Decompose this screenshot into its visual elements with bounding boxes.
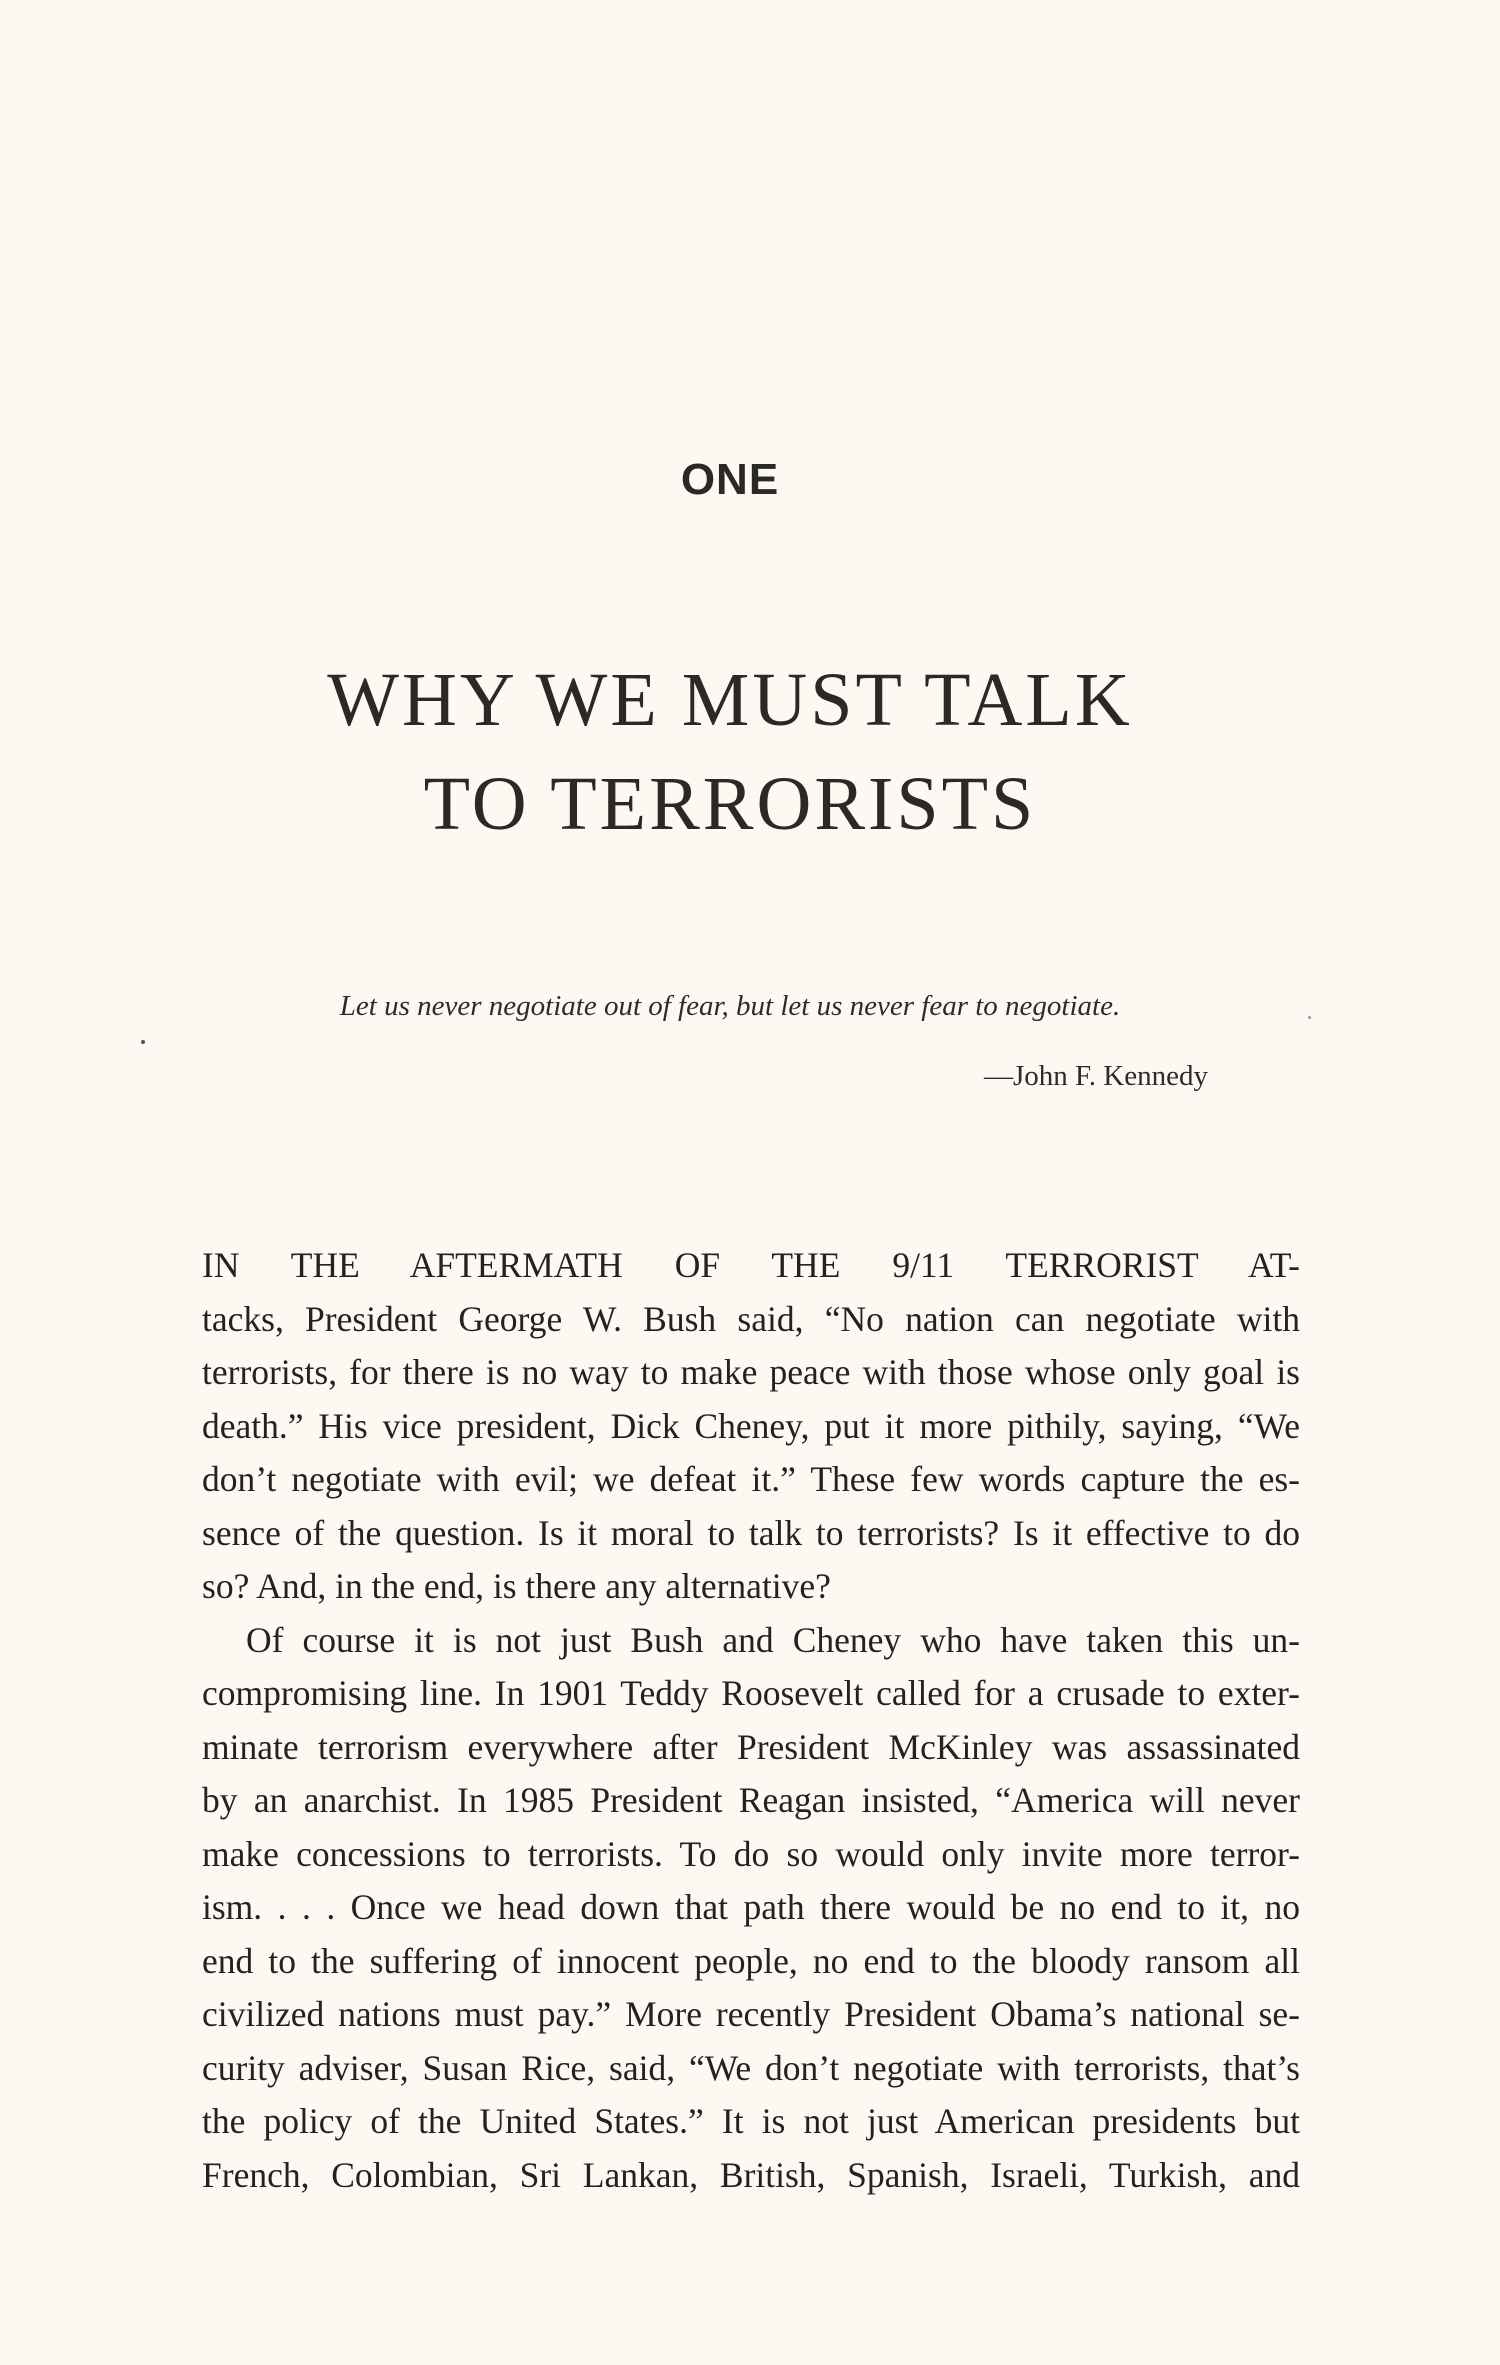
text-line: compromising line. In 1901 Teddy Roosevelt called for a crusade to exter- (202, 1673, 1300, 1713)
text-line: make concessions to terrorists. To do so would only invite more terror- (202, 1833, 1300, 1874)
text-line: terrorists, for there is no way to make peace with those whose only goal is (202, 1352, 1300, 1392)
text-line: sence of the question. Is it moral to talk to terrorists? Is it effective to do (202, 1512, 1300, 1553)
text-line: French, Colombian, Sri Lankan, British, Spanish, Israeli, Turkish, and (202, 2154, 1300, 2195)
scan-speck (141, 1040, 145, 1044)
body-text (202, 1239, 1300, 2202)
text-line: the policy of the United States.” It is not just American presidents but (202, 2101, 1300, 2141)
paragraph-2 (202, 1614, 1300, 2203)
chapter-title-line-1: WHY WE MUST TALK (327, 658, 1133, 742)
text-line: end to the suffering of innocent people, no end to the bloody ransom all (202, 1940, 1300, 1981)
chapter-title (0, 648, 1460, 856)
paragraph-1 (202, 1239, 1300, 1614)
text-line: Of course it is not just Bush and Cheney who have taken this un- (246, 1619, 1300, 1660)
text-line: by an anarchist. In 1985 President Reagan insisted, “America will never (202, 1780, 1300, 1820)
text-line: civilized nations must pay.” More recently President Obama’s national se- (202, 1994, 1300, 2034)
text-line: so? And, in the end, is there any alternative? (202, 1566, 831, 1606)
chapter-number: ONE (680, 455, 780, 504)
scan-speck (1308, 1016, 1311, 1019)
text-line: death.” His vice president, Dick Cheney, put it more pithily, saying, “We (202, 1405, 1300, 1446)
chapter-title-line-2: TO TERRORISTS (423, 762, 1037, 846)
text-line: IN THE AFTERMATH OF THE 9/11 TERRORIST AT- (202, 1245, 1300, 1285)
epigraph-attribution: —John F. Kennedy (983, 1060, 1208, 1092)
text-line: tacks, President George W. Bush said, “No nation can negotiate with (202, 1298, 1300, 1339)
text-line: minate terrorism everywhere after President McKinley was assassinated (202, 1726, 1300, 1767)
epigraph-quote: Let us never negotiate out of fear, but let us never fear to negotiate. (339, 990, 1121, 1022)
text-line: don’t negotiate with evil; we defeat it.” These few words capture the es- (202, 1459, 1300, 1499)
text-line: curity adviser, Susan Rice, said, “We don’t negotiate with terrorists, that’s (202, 2047, 1300, 2088)
text-line: ism. . . . Once we head down that path there would be no end to it, no (202, 1887, 1300, 1927)
